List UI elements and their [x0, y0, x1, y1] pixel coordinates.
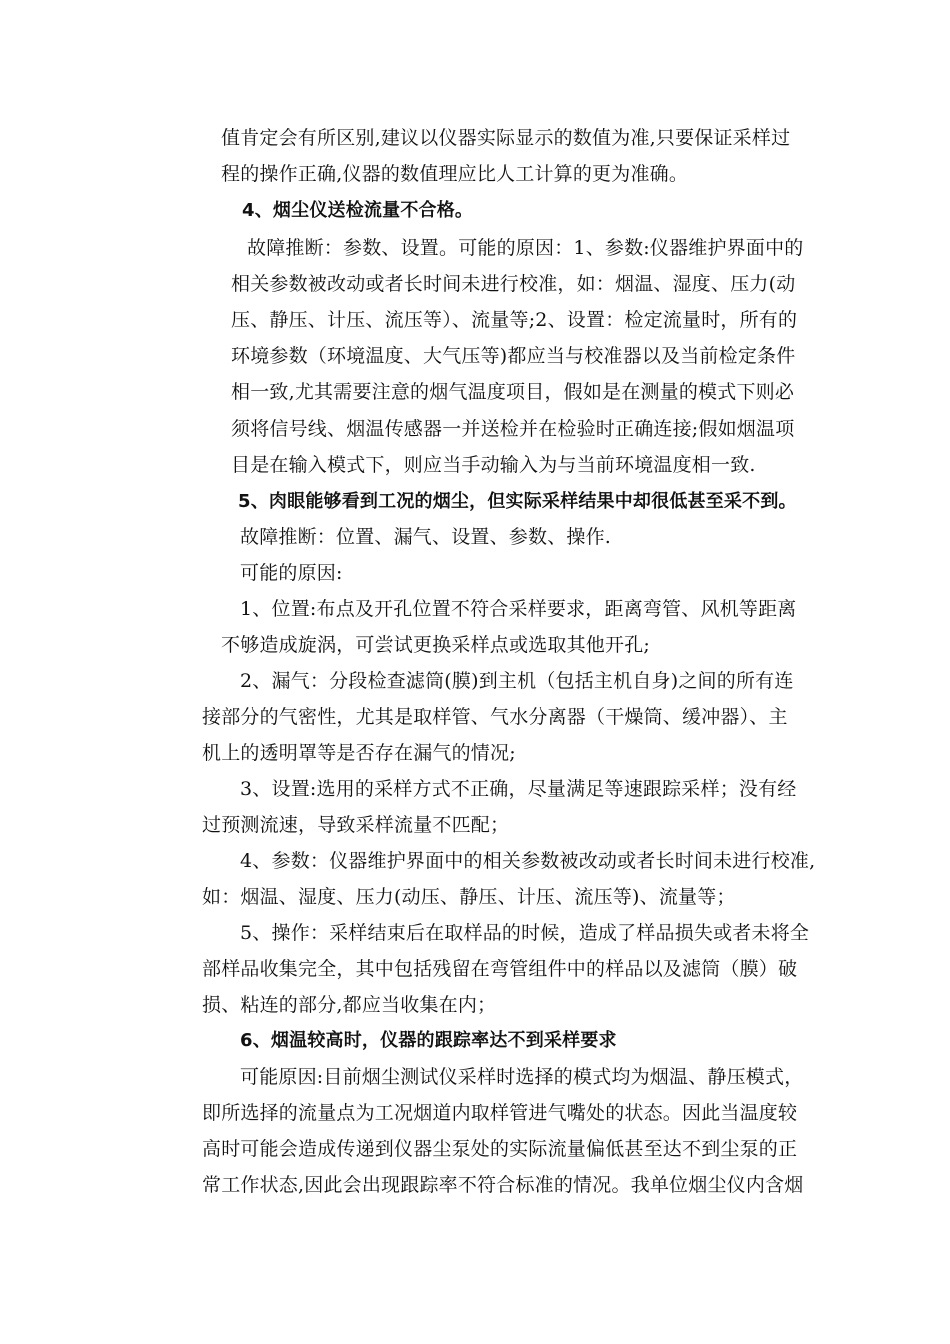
section-heading: 4、烟尘仪送检流量不合格。 [242, 200, 474, 221]
text-line: 不够造成旋涡，可尝试更换采样点或选取其他开孔; [221, 634, 651, 656]
text-line: 接部分的气密性，尤其是取样管、气水分离器（干燥筒、缓冲器）、主 [202, 706, 788, 728]
text-line: 相一致,尤其需要注意的烟气温度项目，假如是在测量的模式下则必 [231, 381, 795, 403]
text-line: 可能原因:目前烟尘测试仪采样时选择的模式均为烟温、静压模式， [240, 1066, 804, 1088]
text-line: 程的操作正确,仪器的数值理应比人工计算的更为准确。 [221, 163, 689, 185]
text-line: 可能的原因: [240, 562, 343, 584]
text-line: 4、参数：仪器维护界面中的相关参数被改动或者长时间未进行校准, [240, 850, 816, 872]
text-line: 故障推断：位置、漏气、设置、参数、操作. [240, 526, 612, 548]
text-line: 过预测流速，导致采样流量不匹配； [202, 814, 510, 836]
text-line: 常工作状态,因此会出现跟踪率不符合标准的情况。我单位烟尘仪内含烟 [202, 1174, 804, 1196]
text-line: 2、漏气：分段检查滤筒(膜)到主机（包括主机自身)之间的所有连 [240, 670, 794, 692]
text-line: 环境参数（环境温度、大气压等)都应当与校准器以及当前检定条件 [231, 345, 796, 367]
text-line: 相关参数被改动或者长时间未进行校准，如：烟温、湿度、压力(动 [231, 273, 796, 295]
text-line: 高时可能会造成传递到仪器尘泵处的实际流量偏低甚至达不到尘泵的正 [202, 1138, 798, 1160]
text-line: 3、设置:选用的采样方式不正确，尽量满足等速跟踪采样；没有经 [240, 778, 797, 800]
text-line: 目是在输入模式下，则应当手动输入为与当前环境温度相一致. [231, 454, 756, 476]
text-line: 损、粘连的部分,都应当收集在内； [202, 994, 497, 1016]
text-line: 1、位置:布点及开孔位置不符合采样要求，距离弯管、风机等距离 [240, 598, 797, 620]
section-heading: 6、烟温较高时，仪器的跟踪率达不到采样要求 [240, 1030, 617, 1051]
text-line: 部样品收集完全，其中包括残留在弯管组件中的样品以及滤筒（膜）破 [202, 958, 798, 980]
text-line: 即所选择的流量点为工况烟道内取样管进气嘴处的状态。因此当温度较 [202, 1102, 798, 1124]
text-line: 值肯定会有所区别,建议以仪器实际显示的数值为准,只要保证采样过 [221, 127, 791, 149]
text-line: 故障推断：参数、设置。可能的原因：1、参数:仪器维护界面中的 [247, 237, 804, 259]
text-line: 机上的透明罩等是否存在漏气的情况; [202, 742, 516, 764]
section-heading: 5、肉眼能够看到工况的烟尘，但实际采样结果中却很低甚至采不到。 [238, 491, 797, 512]
text-line: 5、操作：采样结束后在取样品的时候，造成了样品损失或者未将全 [240, 922, 810, 944]
text-line: 须将信号线、烟温传感器一并送检并在检验时正确连接;假如烟温项 [231, 418, 795, 440]
text-line: 如：烟温、湿度、压力(动压、静压、计压、流压等)、流量等； [202, 886, 736, 908]
text-line: 压、静压、计压、流压等）、流量等;2、设置：检定流量时，所有的 [231, 309, 798, 331]
